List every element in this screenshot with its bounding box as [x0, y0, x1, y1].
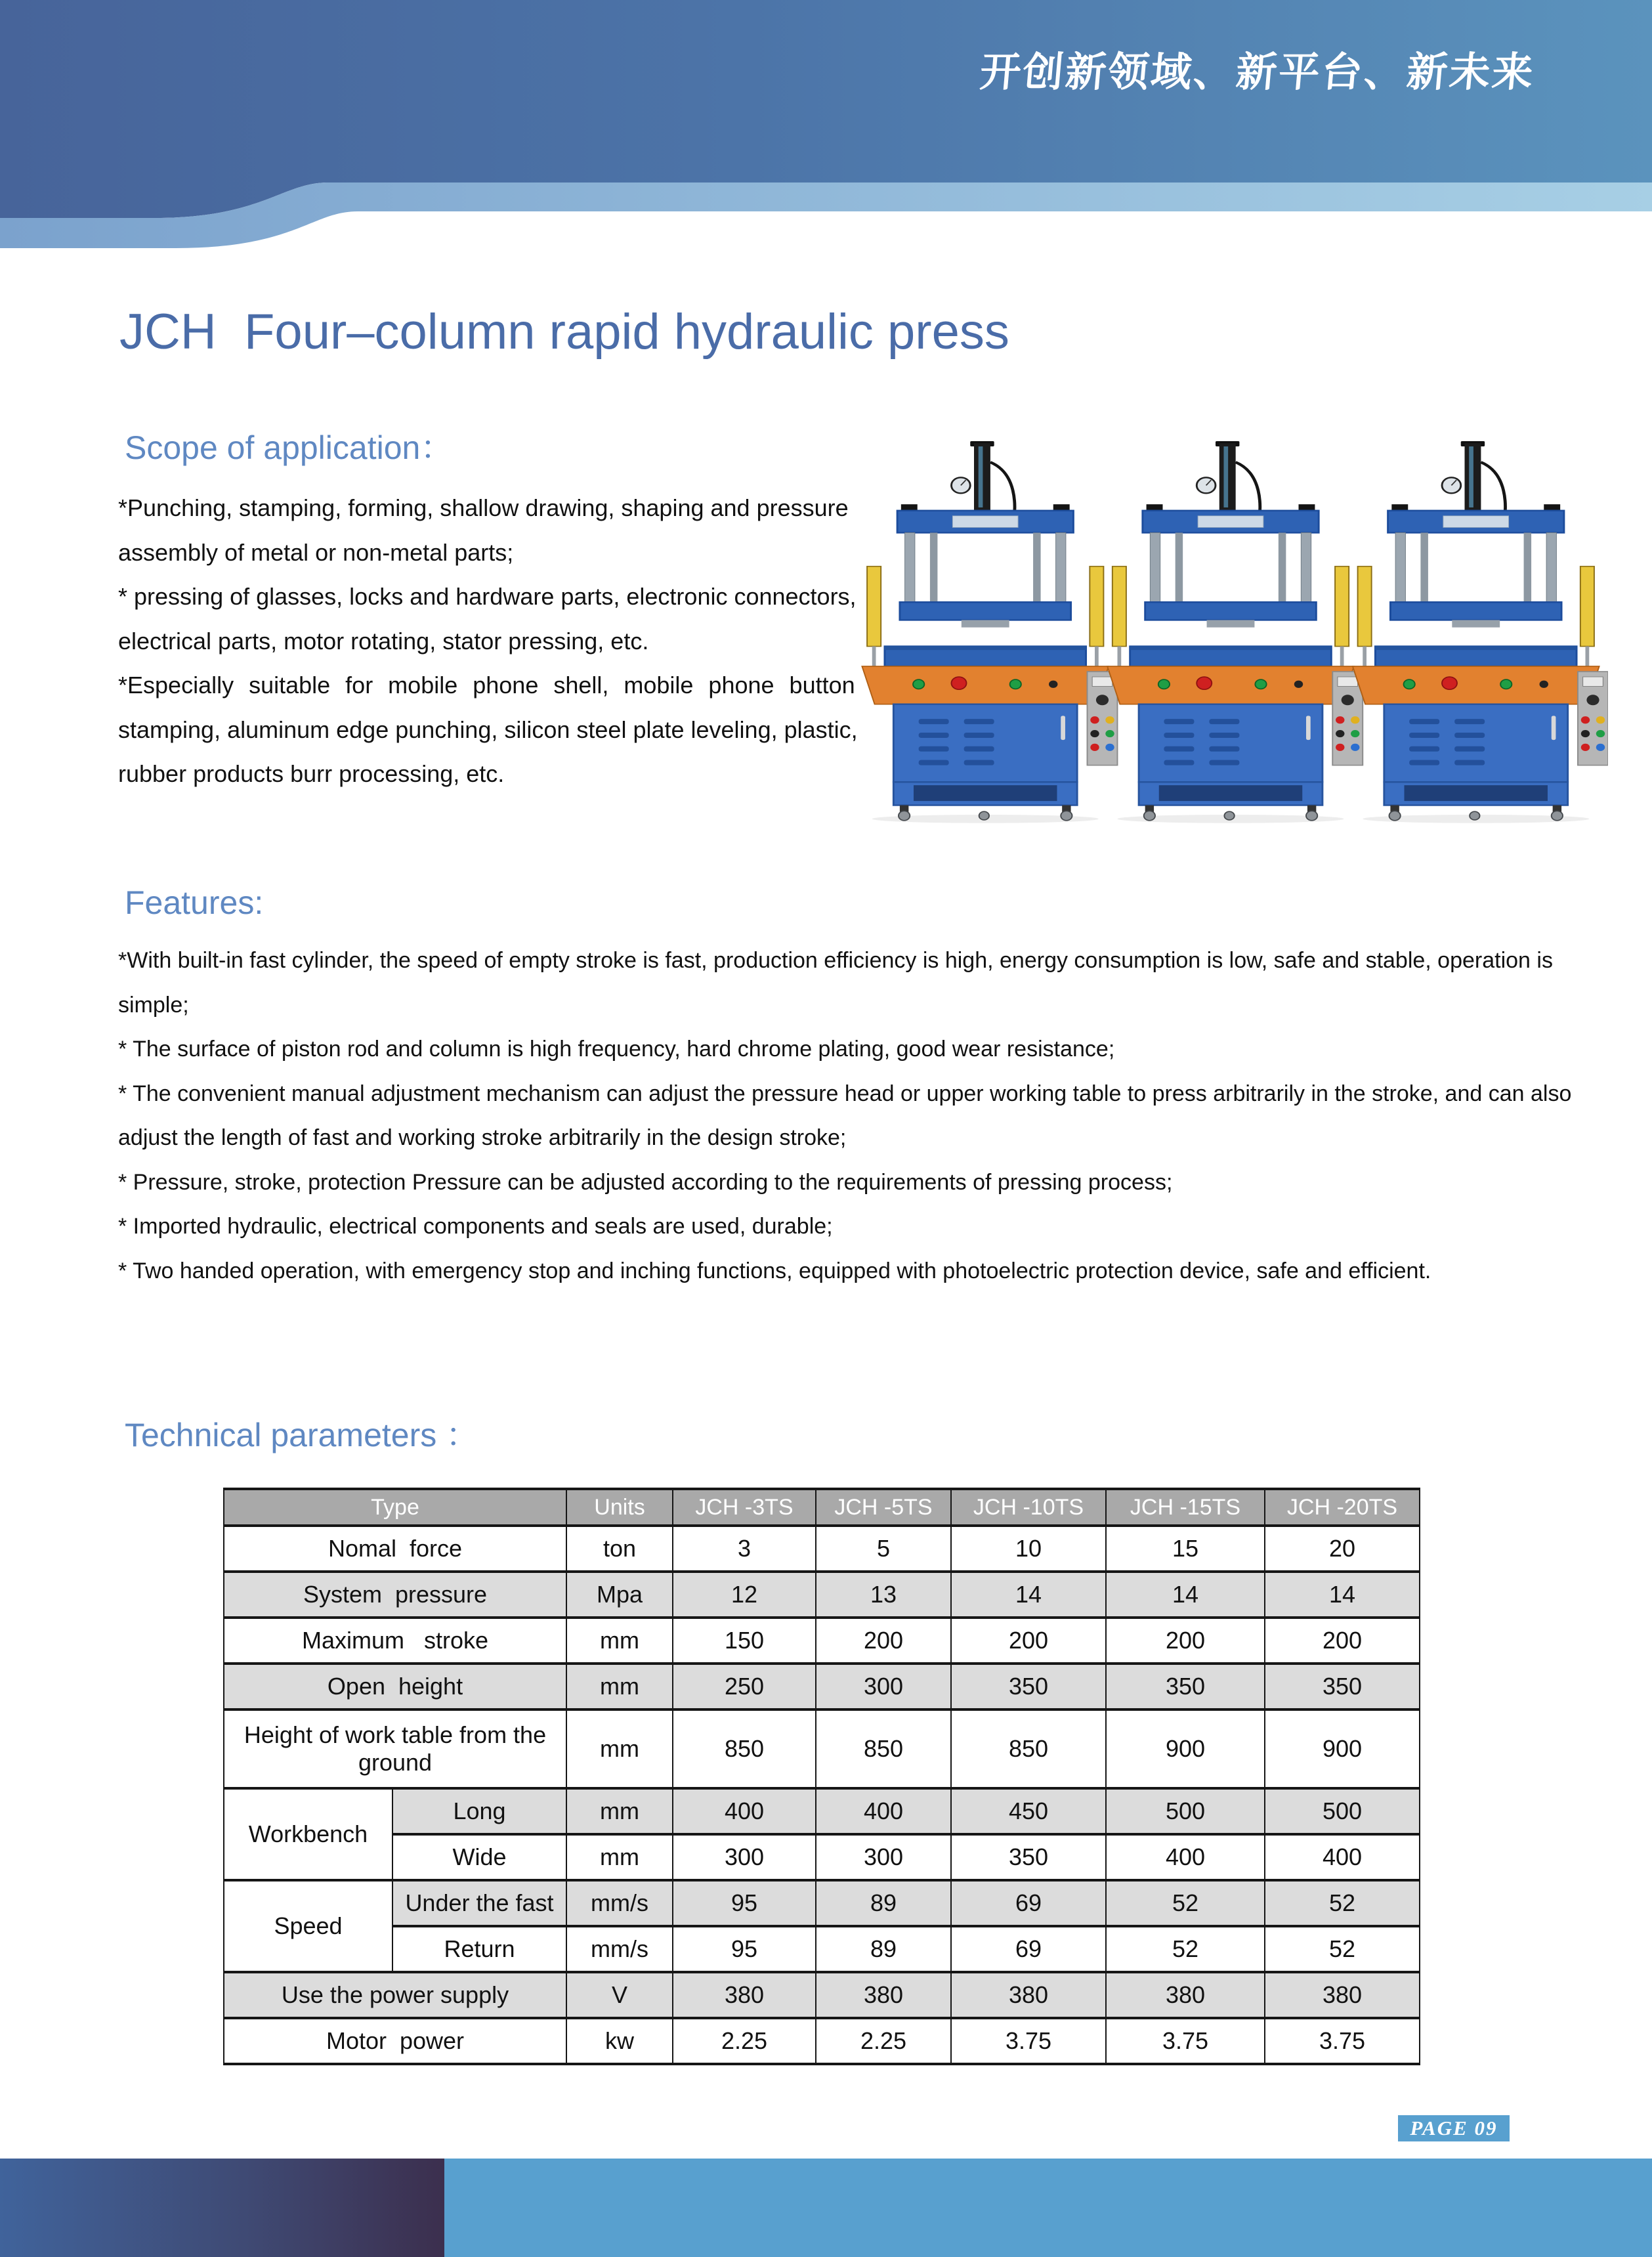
- feature-line: *With built-in fast cylinder, the speed of empty stroke is fast, production efficiency is high, energy consumption is low, safe and stable, operation is: [118, 948, 1553, 973]
- row-label: Long: [392, 1788, 566, 1834]
- col-header-model: JCH -5TS: [816, 1489, 951, 1526]
- col-header-model: JCH -3TS: [673, 1489, 816, 1526]
- cell-value: 10: [951, 1526, 1106, 1572]
- cell-value: 400: [1265, 1834, 1420, 1880]
- feature-line: * The surface of piston rod and column is high frequency, hard chrome plating, good wear resistance;: [118, 1037, 1115, 1062]
- scope-line: stamping, aluminum edge punching, silicon steel plate leveling, plastic,: [118, 716, 858, 743]
- feature-line: * Pressure, stroke, protection Pressure can be adjusted according to the requirements of pressing process;: [118, 1169, 1173, 1195]
- cell-value: 350: [951, 1664, 1106, 1709]
- row-units: mm: [566, 1664, 673, 1709]
- product-photo: [853, 441, 1608, 825]
- cell-value: 200: [1265, 1618, 1420, 1664]
- cell-value: 14: [1265, 1572, 1420, 1618]
- table-row-power-supply: [224, 1972, 1420, 2018]
- feature-line: * Two handed operation, with emergency stop and inching functions, equipped with photoelectric protection device, safe and efficient.: [118, 1258, 1431, 1283]
- row-units: kw: [566, 2018, 673, 2064]
- cell-value: 850: [816, 1709, 951, 1788]
- cell-value: 400: [1106, 1834, 1265, 1880]
- cell-value: 15: [1106, 1526, 1265, 1572]
- cell-value: 900: [1106, 1709, 1265, 1788]
- cell-value: 69: [951, 1880, 1106, 1926]
- cell-value: 380: [816, 1972, 951, 2018]
- cell-value: 5: [816, 1526, 951, 1572]
- cell-value: 52: [1106, 1926, 1265, 1972]
- row-units: mm: [566, 1788, 673, 1834]
- row-label: Under the fast: [392, 1880, 566, 1926]
- scope-line: *Especially suitable for mobile phone shell, mobile phone button: [118, 672, 855, 699]
- scope-line: electrical parts, motor rotating, stator pressing, etc.: [118, 627, 649, 655]
- feature-line: * Imported hydraulic, electrical components and seals are used, durable;: [118, 1214, 833, 1239]
- feature-line: adjust the length of fast and working stroke arbitrarily in the design stroke;: [118, 1125, 847, 1150]
- group-label-workbench: Workbench: [224, 1788, 392, 1880]
- row-units: mm: [566, 1709, 673, 1788]
- row-label: Open height: [224, 1664, 566, 1709]
- features-heading: Features:: [125, 884, 264, 921]
- cell-value: 300: [816, 1664, 951, 1709]
- cell-value: 850: [951, 1709, 1106, 1788]
- row-units: mm/s: [566, 1926, 673, 1972]
- cell-value: 13: [816, 1572, 951, 1618]
- cell-value: 380: [951, 1972, 1106, 2018]
- feature-line: simple;: [118, 992, 189, 1018]
- row-label: Nomal force: [224, 1526, 566, 1572]
- cell-value: 250: [673, 1664, 816, 1709]
- table-row-open-height: [224, 1664, 1420, 1709]
- cell-value: 380: [673, 1972, 816, 2018]
- scope-line: * pressing of glasses, locks and hardware parts, electronic connectors,: [118, 583, 857, 610]
- cell-value: 89: [816, 1880, 951, 1926]
- row-units: Mpa: [566, 1572, 673, 1618]
- group-label-speed: Speed: [224, 1880, 392, 1972]
- cell-value: 2.25: [816, 2018, 951, 2064]
- cell-value: 400: [673, 1788, 816, 1834]
- row-units: mm/s: [566, 1880, 673, 1926]
- cell-value: 3: [673, 1526, 816, 1572]
- cell-value: 89: [816, 1926, 951, 1972]
- cell-value: 500: [1265, 1788, 1420, 1834]
- tech-parameters-heading: Technical parameters ：: [125, 1417, 479, 1453]
- cell-value: 300: [673, 1834, 816, 1880]
- cell-value: 900: [1265, 1709, 1420, 1788]
- row-label: System pressure: [224, 1572, 566, 1618]
- row-label: Use the power supply: [224, 1972, 566, 2018]
- cell-value: 350: [1106, 1664, 1265, 1709]
- cell-value: 52: [1265, 1926, 1420, 1972]
- cell-value: 380: [1265, 1972, 1420, 2018]
- cell-value: 20: [1265, 1526, 1420, 1572]
- cell-value: 450: [951, 1788, 1106, 1834]
- cell-value: 3.75: [1265, 2018, 1420, 2064]
- cell-value: 2.25: [673, 2018, 816, 2064]
- table-row-maximum-stroke: [224, 1618, 1420, 1664]
- cell-value: 380: [1106, 1972, 1265, 2018]
- row-label: Motor power: [224, 2018, 566, 2064]
- row-label: Height of work table from the ground: [224, 1709, 566, 1788]
- col-header-type: Type: [224, 1489, 566, 1526]
- col-header-model: JCH -10TS: [951, 1489, 1106, 1526]
- table-row-speed-fast: [224, 1880, 1420, 1926]
- row-units: mm: [566, 1618, 673, 1664]
- cell-value: 95: [673, 1880, 816, 1926]
- cell-value: 14: [951, 1572, 1106, 1618]
- table-row-nominal-force: [224, 1526, 1420, 1572]
- table-row-speed-return: [224, 1926, 1420, 1972]
- scope-paragraphs: [118, 486, 858, 796]
- cell-value: 3.75: [1106, 2018, 1265, 2064]
- features-paragraphs: [118, 939, 1601, 1293]
- table-row-motor-power: [224, 2018, 1420, 2064]
- header-slogan: 开创新领域、新平台、新未来: [978, 50, 1537, 95]
- cell-value: 14: [1106, 1572, 1265, 1618]
- cell-value: 52: [1106, 1880, 1265, 1926]
- table-row-table-height: [224, 1709, 1420, 1788]
- table-row-workbench-wide: [224, 1834, 1420, 1880]
- cell-value: 150: [673, 1618, 816, 1664]
- table-row-system-pressure: [224, 1572, 1420, 1618]
- feature-line: * The convenient manual adjustment mechanism can adjust the pressure head or upper working table to press arbitrarily in the stroke, and can also: [118, 1081, 1572, 1106]
- cell-value: 400: [816, 1788, 951, 1834]
- row-units: ton: [566, 1526, 673, 1572]
- table-header-row: [224, 1489, 1420, 1526]
- footer-gradient-bar: [0, 2159, 444, 2257]
- page-title: JCH Four–column rapid hydraulic press: [119, 304, 1009, 360]
- cell-value: 200: [816, 1618, 951, 1664]
- scope-line: rubber products burr processing, etc.: [118, 760, 505, 787]
- cell-value: 300: [816, 1834, 951, 1880]
- cell-value: 850: [673, 1709, 816, 1788]
- row-units: V: [566, 1972, 673, 2018]
- cell-value: 12: [673, 1572, 816, 1618]
- col-header-model: JCH -15TS: [1106, 1489, 1265, 1526]
- row-label: Maximum stroke: [224, 1618, 566, 1664]
- col-header-units: Units: [566, 1489, 673, 1526]
- cell-value: 350: [1265, 1664, 1420, 1709]
- scope-line: *Punching, stamping, forming, shallow drawing, shaping and pressure: [118, 494, 849, 521]
- cell-value: 69: [951, 1926, 1106, 1972]
- col-header-model: JCH -20TS: [1265, 1489, 1420, 1526]
- row-label: Wide: [392, 1834, 566, 1880]
- cell-value: 3.75: [951, 2018, 1106, 2064]
- footer-blue-bar: [444, 2159, 1652, 2257]
- page-number-badge: PAGE 09: [1398, 2115, 1510, 2141]
- scope-line: assembly of metal or non-metal parts;: [118, 538, 514, 566]
- cell-value: 350: [951, 1834, 1106, 1880]
- cell-value: 95: [673, 1926, 816, 1972]
- cell-value: 500: [1106, 1788, 1265, 1834]
- table-row-workbench-long: [224, 1788, 1420, 1834]
- scope-heading: Scope of application：: [125, 429, 454, 466]
- row-units: mm: [566, 1834, 673, 1880]
- row-label: Return: [392, 1926, 566, 1972]
- cell-value: 52: [1265, 1880, 1420, 1926]
- cell-value: 200: [1106, 1618, 1265, 1664]
- cell-value: 200: [951, 1618, 1106, 1664]
- tech-parameters-table: [223, 1488, 1420, 2065]
